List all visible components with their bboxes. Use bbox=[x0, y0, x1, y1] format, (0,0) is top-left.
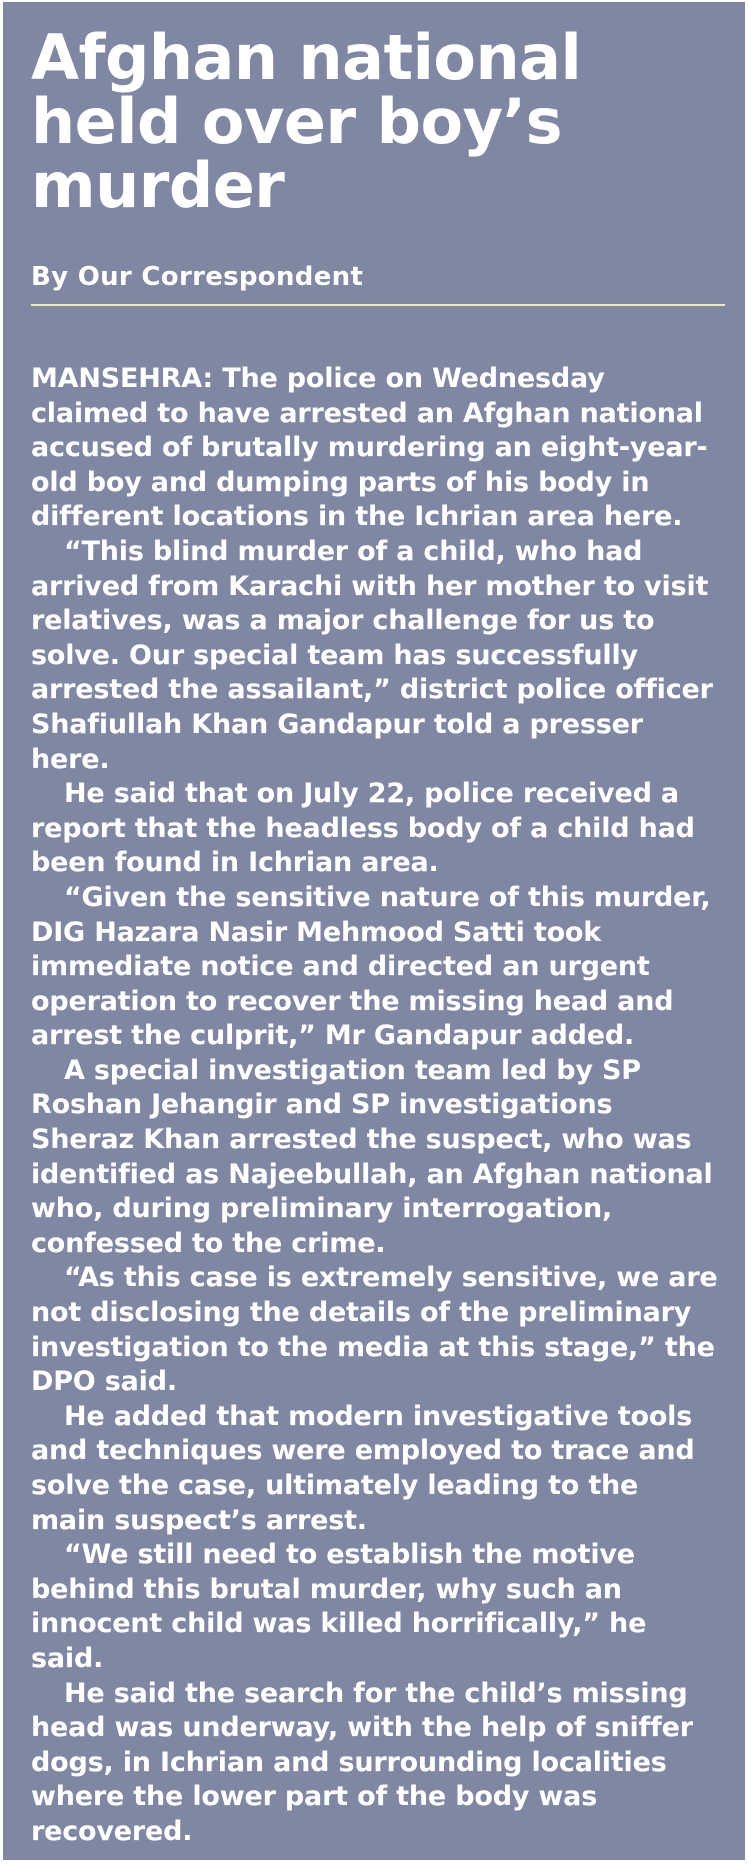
headline-line: Afghan national bbox=[31, 21, 582, 94]
paragraph: He said that on July 22, police received a report that the headless body of a child had been found in Ichrian area. bbox=[31, 778, 695, 879]
headline-line: murder bbox=[31, 149, 285, 222]
article-panel bbox=[3, 2, 745, 1860]
byline: By Our Correspondent bbox=[31, 262, 725, 306]
paragraph: “This blind murder of a child, who had arrived from Karachi with her mother to visit relatives, was a major challenge for us to solve. Our special team has successfully arrested the assailant,” district police officer Shafiullah Khan Gandapur told a presser here. bbox=[31, 535, 713, 775]
paragraph: A special investigation team led by SP Roshan Jehangir and SP investigations Sheraz Khan arrested the suspect, who was identified as Najeebullah, an Afghan national who, during preliminary interrogation, confessed to the crime. bbox=[31, 1054, 713, 1259]
paragraph: MANSEHRA: The police on Wednesday claimed to have arrested an Afghan national accused of brutally murdering an eight-year-old boy and dumping parts of his body in different locations in the Ichrian area here. bbox=[31, 363, 708, 533]
headline bbox=[31, 21, 720, 222]
paragraph: “We still need to establish the motive behind this brutal murder, why such an innocent child was killed horrifically,” he said. bbox=[31, 1539, 647, 1674]
paragraph: He added that modern investigative tools and techniques were employed to trace and solve the case, ultimately leading to the main suspect’s arrest. bbox=[31, 1400, 695, 1536]
paragraph: “As this case is extremely sensitive, we are not disclosing the details of the preliminary investigation to the media at this stage,” the DPO said. bbox=[31, 1262, 718, 1398]
article-body bbox=[31, 362, 720, 1850]
paragraph: He said the search for the child’s missing head was underway, with the help of sniffer dogs, in Ichrian and surrounding localities where the lower part of the body was recovered. bbox=[31, 1677, 693, 1847]
paragraph: “Given the sensitive nature of this murder, DIG Hazara Nasir Mehmood Satti took immediate notice and directed an urgent operation to recover the missing head and arrest the culprit,” Mr Gandapur added. bbox=[31, 881, 711, 1052]
headline-line: held over boy’s bbox=[31, 85, 562, 158]
